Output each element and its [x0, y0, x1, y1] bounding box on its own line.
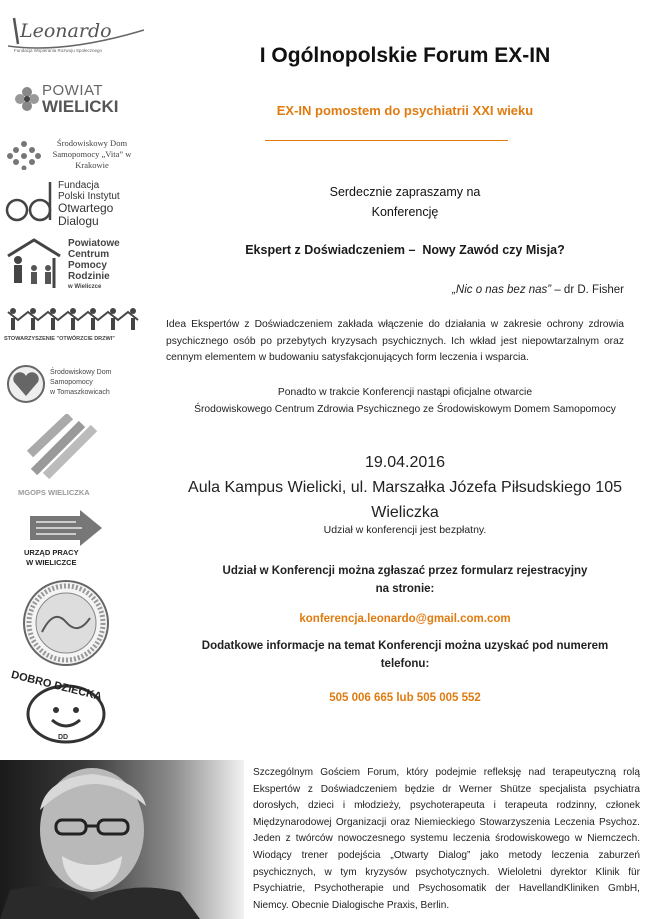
- heart-circle-icon: [6, 362, 46, 406]
- contact-phones: 505 006 665 lub 505 005 552: [329, 692, 481, 704]
- page-title: I Ogólnopolskie Forum EX-IN: [259, 44, 551, 67]
- sds-tomaszkowice-logo: [4, 360, 154, 412]
- mgops-logo: [4, 412, 154, 502]
- seal-icon: [18, 578, 114, 668]
- main-content: [160, 0, 650, 760]
- flower-icon: [14, 84, 40, 114]
- event-city: Wieliczka: [371, 504, 439, 521]
- pcpr-logo: [4, 238, 154, 294]
- family-house-icon: [4, 238, 64, 292]
- event-venue: Aula Kampus Wielicki, ul. Marszałka Józefa Piłsudskiego 105: [188, 479, 622, 496]
- free-entry-note: Udział w konferencji jest bezpłatny.: [323, 524, 487, 536]
- otworzcie-drzwi-logo: [4, 306, 154, 346]
- leonardo-logo: [4, 8, 154, 58]
- stowarzyszenie-seal-logo: [4, 578, 154, 668]
- pcpr-line5: w Wieliczce: [68, 284, 102, 290]
- fundacja-line3: Otwartego: [58, 201, 114, 215]
- urzad-line1: URZĄD PRACY: [24, 548, 79, 557]
- guest-speaker-bio: Szczególnym Gościem Forum, który podejmie refleksję nad terapeutyczną rolą Ekspertów z Doświadczeniem będzie dr Werner Shütze specjalista psychiatra dorosłych, dzieci i młodzieży, psychoterapeuta i terapeuta rodzinny, członek Międzynarodowej Organizacji oraz Niemieckiego Stowarzyszenia Leczenia Psychoz. Jeden z twórców nowoczesnego systemu leczenia środowiskowego w Niemczech. Wiodący trener podejścia „Otwarty Dialog” jako metody leczenia zaburzeń psychicznych, w tym kryzysów psychotycznych. Wieloletni dyrektor Klinik für Psychiatrie, Psychotherapie und Psychosomatik der HavellandKliniken GmbH, Niemcy. Obecnie Dialogische Praxis, Berlin.: [253, 767, 640, 911]
- pcpr-line3: Pomocy: [68, 260, 107, 271]
- dobro-dziecka-logo: [4, 668, 154, 746]
- fundacja-line2: Polski Instytut: [58, 191, 120, 202]
- event-details: [160, 450, 650, 525]
- conference-headline: Ekspert z Doświadczeniem – Nowy Zawód czy Misja?: [245, 243, 565, 257]
- idea-paragraph: Idea Ekspertów z Doświadczeniem zakłada włączenie do działania w zakresie ochrony zdrowia psychicznego osób po przebytych kryzysach psychicznych. Ich wkład jest niepowtarzalnym oraz cennym elementem w budowaniu satysfakcjonujących form leczenia i wsparcia.: [166, 319, 624, 363]
- sds-vita-text: Środowiskowy Dom Samopomocy „Vita” w Krakowie: [52, 138, 132, 170]
- info-line2: telefonu:: [380, 658, 430, 670]
- opening-paragraph: [160, 385, 650, 418]
- leonardo-tagline: Fundacja Wspierania Rozwoju Społecznego: [14, 48, 103, 53]
- fundacja-piod-logo: [4, 180, 154, 228]
- dots-pattern-icon: [6, 140, 42, 170]
- urzad-line2: W WIELICZCE: [26, 558, 77, 567]
- tomaszkowice-line1: Środowiskowy Dom: [50, 369, 112, 376]
- powiat-line1: POWIAT: [42, 82, 104, 99]
- event-date: 19.04.2016: [364, 454, 446, 471]
- guest-speaker-photo: [0, 760, 244, 919]
- sds-vita-logo: [4, 136, 154, 176]
- subtitle-divider: [265, 140, 508, 141]
- urzad-pracy-logo: [4, 510, 154, 570]
- registration-info: [160, 562, 650, 598]
- quote-author: – dr D. Fisher: [551, 284, 624, 296]
- leonardo-name: Leonardo: [20, 20, 112, 42]
- invite-block: [160, 182, 650, 222]
- otworzcie-text: STOWARZYSZENIE "OTWÓRZCIE DRZWI": [4, 336, 115, 342]
- opening-line2: Środowiskowego Centrum Zdrowia Psychicznego ze Środowiskowym Domem Samopomocy: [194, 403, 616, 415]
- partner-logos-sidebar: [0, 0, 160, 750]
- quote-text: „Nic o nas bez nas”: [452, 284, 552, 296]
- phone-info: [160, 637, 650, 673]
- dobro-dziecka-text: DOBRO DZIECKA: [9, 668, 103, 704]
- tomaszkowice-line2: Samopomocy: [50, 379, 93, 386]
- pcpr-text: [68, 238, 120, 293]
- urzad-pracy-text: [24, 548, 79, 568]
- pcpr-line4: Rodzinie: [68, 271, 110, 282]
- pcpr-line1: Powiatowe: [68, 238, 120, 249]
- tomaszkowice-line3: w Tomaszkowicach: [50, 389, 110, 396]
- invite-line1: Serdecznie zapraszamy na: [329, 185, 481, 199]
- page-subtitle: EX-IN pomostem do psychiatrii XXI wieku: [276, 103, 534, 118]
- fundacja-line1: Fundacja: [58, 180, 100, 191]
- invite-line2: Konferencję: [371, 205, 439, 219]
- mgops-text: MGOPS WIELICZKA: [18, 488, 90, 497]
- portrait-silhouette: [0, 760, 244, 919]
- fundacja-line4: Dialogu: [58, 214, 99, 228]
- arrow-icon: [26, 510, 106, 546]
- od-symbol-icon: [4, 180, 54, 226]
- register-line1: Udział w Konferencji można zgłaszać przez formularz rejestracyjny: [222, 565, 588, 577]
- sds-tomaszkowice-text: [50, 368, 111, 398]
- opening-line1: Ponadto w trakcie Konferencji nastąpi oficjalne otwarcie: [277, 387, 533, 398]
- powiat-wielicki-logo: [4, 80, 154, 120]
- fundacja-text: [58, 180, 120, 228]
- register-line2: na stronie:: [375, 583, 435, 595]
- pcpr-line2: Centrum: [68, 249, 110, 260]
- dobro-dziecka-sub: DD: [58, 734, 69, 741]
- people-chain-icon: [4, 306, 144, 334]
- info-line1: Dodatkowe informacje na temat Konferencji można uzyskać pod numerem: [201, 640, 609, 652]
- diagonal-stripes-icon: [24, 414, 104, 480]
- contact-email-link[interactable]: konferencja.leonardo@gmail.com.com: [299, 613, 511, 625]
- powiat-line2: WIELICKI: [42, 97, 119, 116]
- quote: [452, 284, 624, 296]
